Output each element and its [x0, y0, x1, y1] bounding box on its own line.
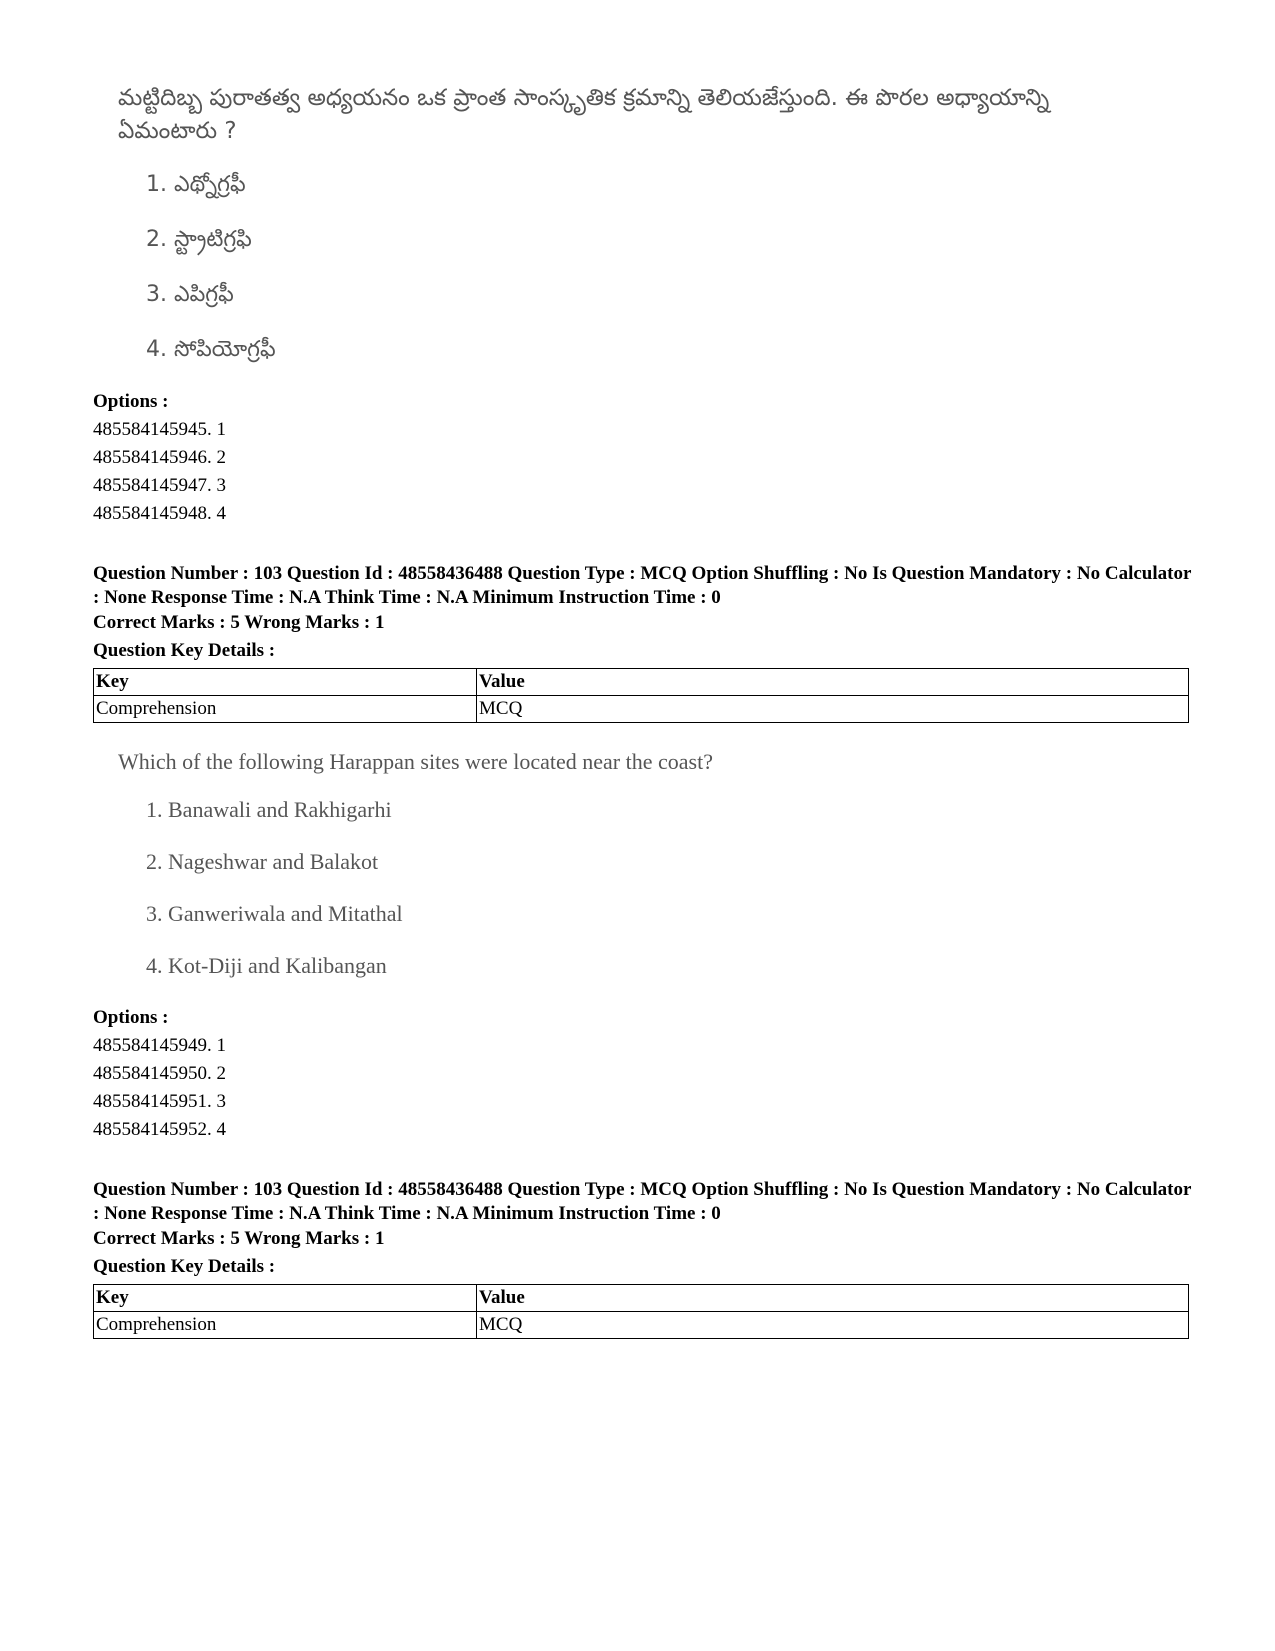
- table-cell-value: MCQ: [477, 1312, 1189, 1339]
- question-image-telugu: [118, 82, 1078, 362]
- option-id: 485584145948. 4: [93, 503, 226, 524]
- options-list: [93, 1004, 226, 1144]
- question-option-1: 1. Banawali and Rakhigarhi: [146, 797, 392, 822]
- options-label: Options :: [93, 1007, 169, 1028]
- table-header-key: Key: [94, 669, 477, 696]
- key-details-table: [93, 1284, 1189, 1339]
- table-row: [94, 1312, 1189, 1339]
- marks-line: Correct Marks : 5 Wrong Marks : 1: [93, 1228, 385, 1249]
- options-label: Options :: [93, 391, 169, 412]
- question-option-4: 4. సోపియోగ్రఫీ: [146, 337, 276, 362]
- option-id: 485584145945. 1: [93, 419, 226, 440]
- question-image-english: [118, 745, 1078, 978]
- question-option-3: 3. Ganweriwala and Mitathal: [146, 901, 403, 926]
- question-meta: Question Number : 103 Question Id : 48558436488 Question Type : MCQ Option Shuffling : No Is Question Mandatory : No Calculator : None Response Time : N.A Think Time : N.A Minimum Instruction Time : 0: [93, 1179, 1192, 1224]
- key-details-table: [93, 668, 1189, 723]
- table-header-key: Key: [94, 1285, 477, 1312]
- table-header-value: Value: [477, 669, 1189, 696]
- table-cell-value: MCQ: [477, 696, 1189, 723]
- option-id: 485584145950. 2: [93, 1063, 226, 1084]
- question-meta: Question Number : 103 Question Id : 48558436488 Question Type : MCQ Option Shuffling : No Is Question Mandatory : No Calculator : None Response Time : N.A Think Time : N.A Minimum Instruction Time : 0: [93, 563, 1192, 608]
- option-id: 485584145952. 4: [93, 1119, 226, 1140]
- key-details-label: Question Key Details :: [93, 640, 276, 661]
- question-option-3: 3. ఎపిగ్రఫీ: [146, 282, 234, 307]
- marks-line: Correct Marks : 5 Wrong Marks : 1: [93, 612, 385, 633]
- question-option-4: 4. Kot-Diji and Kalibangan: [146, 953, 387, 978]
- table-row: [94, 696, 1189, 723]
- option-id: 485584145949. 1: [93, 1035, 226, 1056]
- table-cell-key: Comprehension: [94, 696, 477, 723]
- table-header-row: [94, 1285, 1189, 1312]
- question-stem: Which of the following Harappan sites were located near the coast?: [118, 749, 713, 774]
- question-option-2: 2. Nageshwar and Balakot: [146, 849, 379, 874]
- key-details-label: Question Key Details :: [93, 1256, 276, 1277]
- option-id: 485584145951. 3: [93, 1091, 226, 1112]
- question-option-2: 2. స్ట్రాటిగ్రఫి: [146, 227, 252, 252]
- option-id: 485584145947. 3: [93, 475, 226, 496]
- question-stem: మట్టిదిబ్బ పురాతత్వ అధ్యయనం ఒక ప్రాంత సాంస్కృతిక క్రమాన్ని తెలియజేస్తుంది. ఈ పొరల అధ్యాయాన్ని ఏమంటారు ?: [118, 85, 1050, 144]
- table-header-value: Value: [477, 1285, 1189, 1312]
- table-cell-key: Comprehension: [94, 1312, 477, 1339]
- options-list: [93, 388, 226, 528]
- option-id: 485584145946. 2: [93, 447, 226, 468]
- question-option-1: 1. ఎథ్నోగ్రఫీ: [146, 172, 246, 197]
- table-header-row: [94, 669, 1189, 696]
